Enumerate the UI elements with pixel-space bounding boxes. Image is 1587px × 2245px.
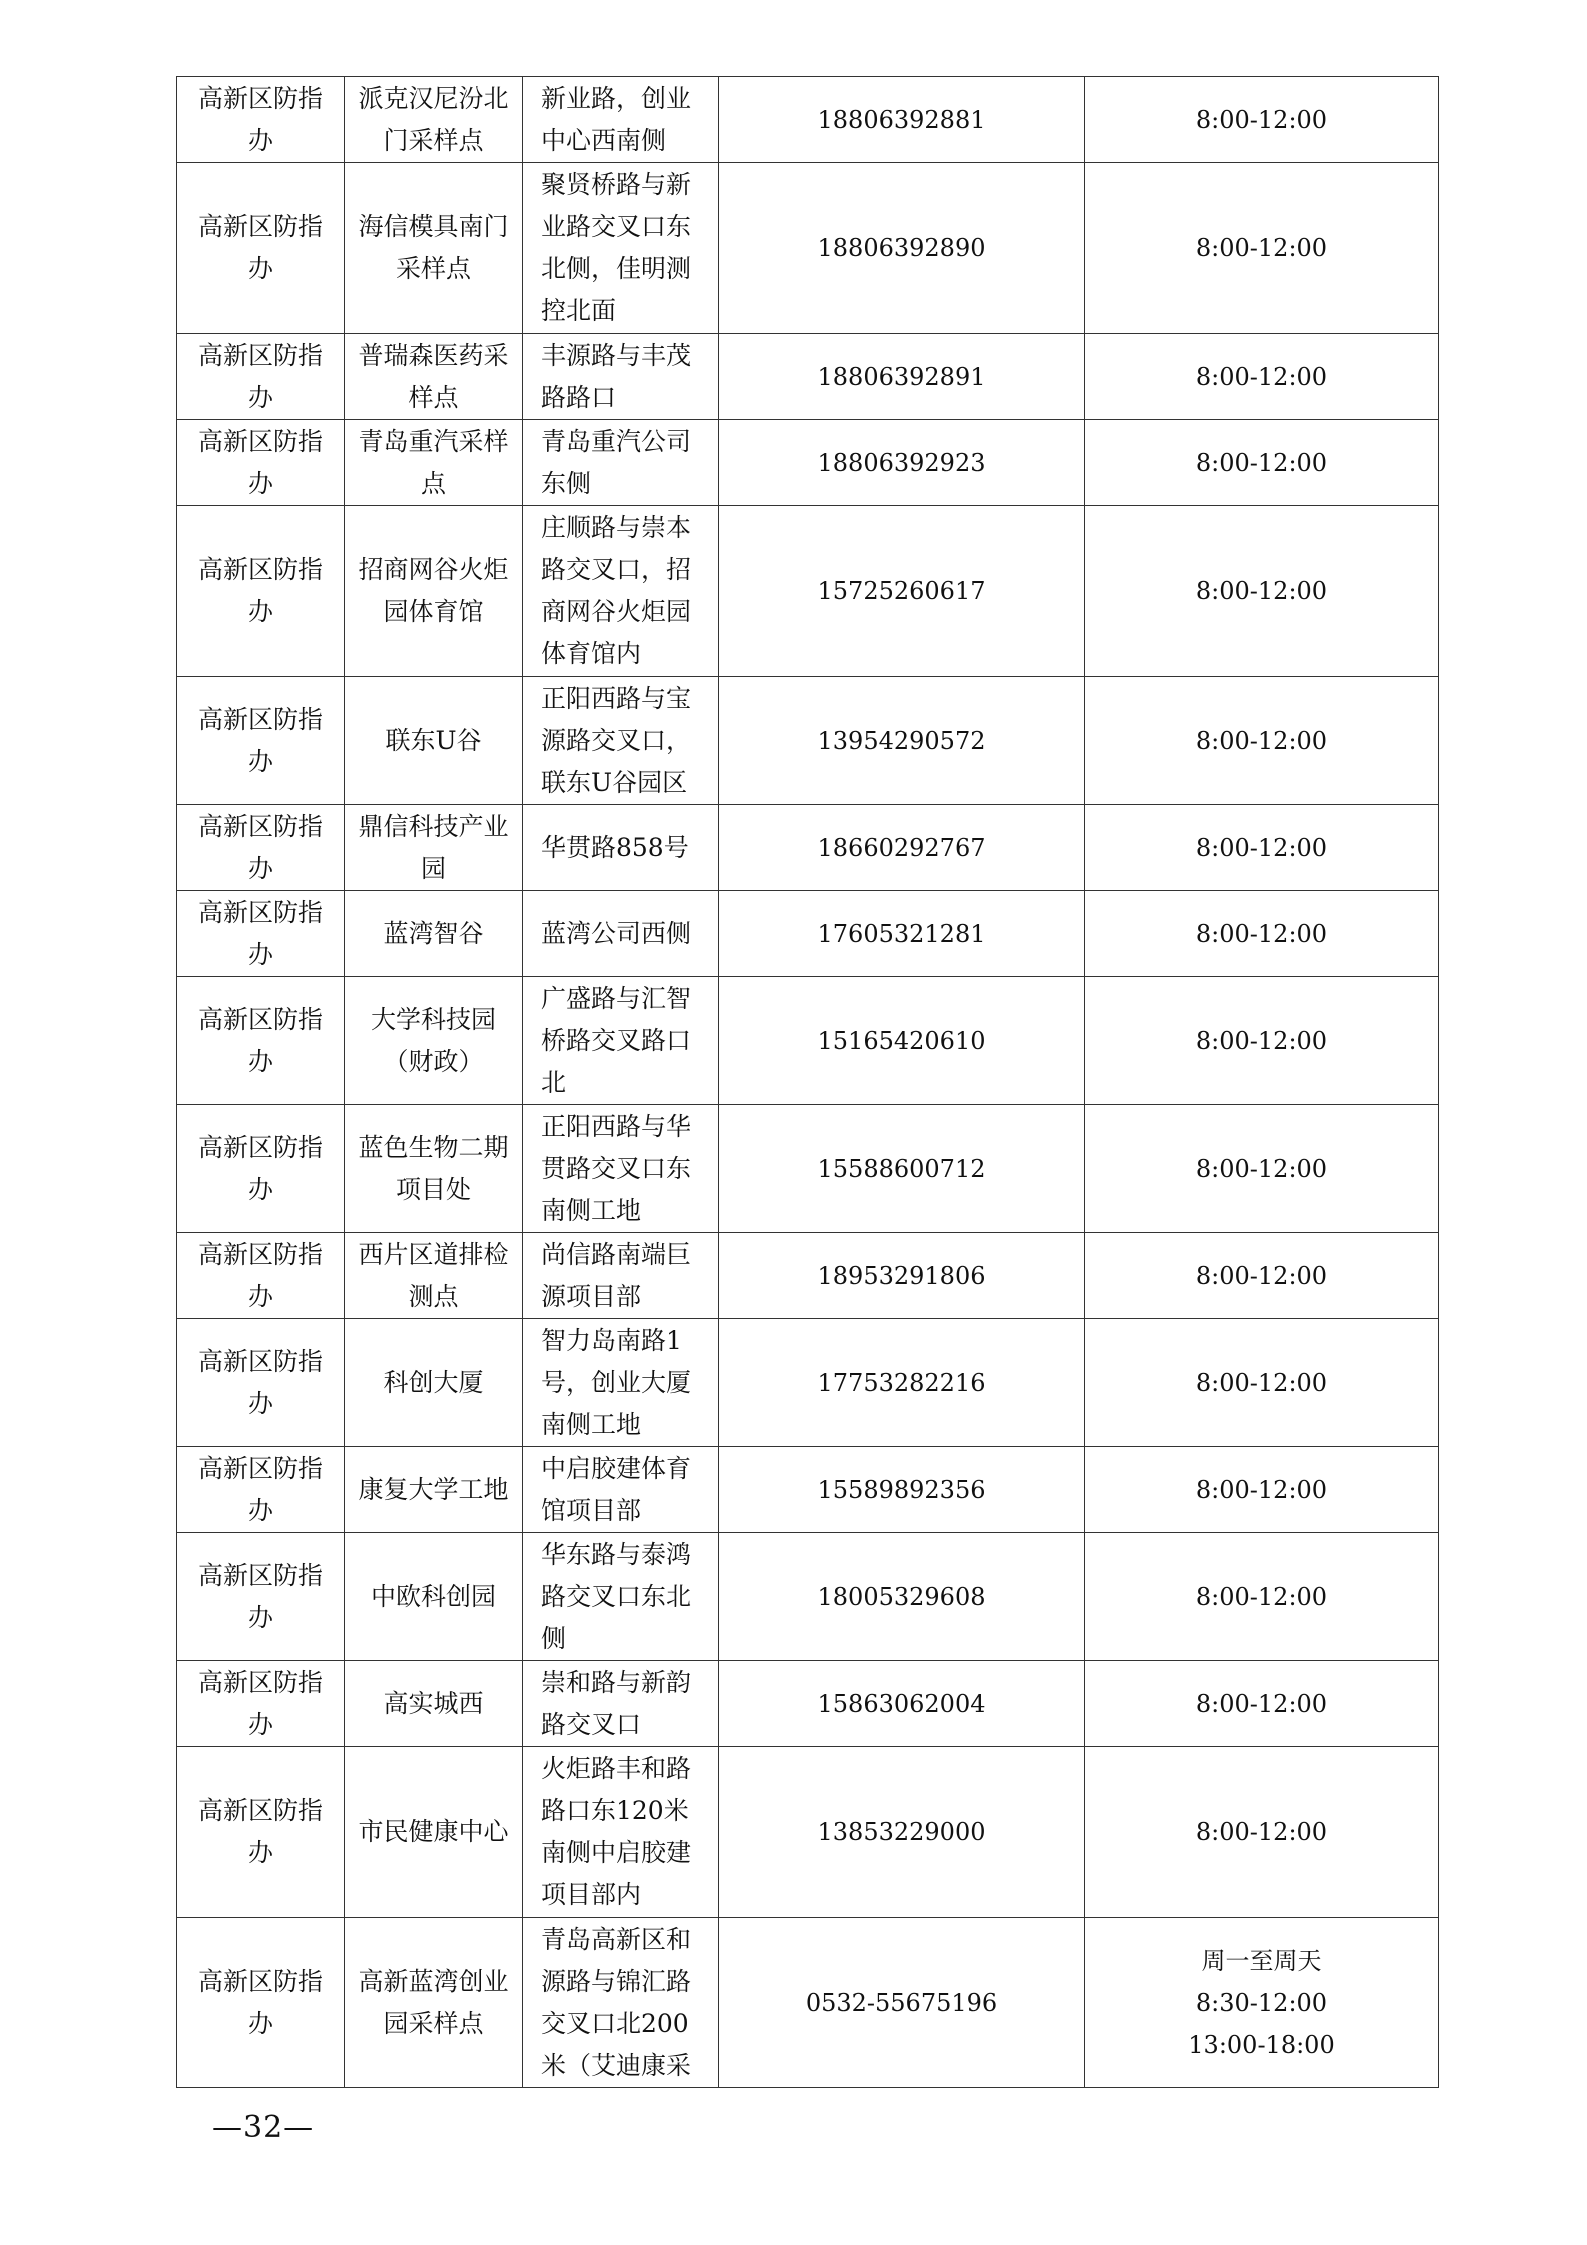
phone-cell: 18806392881 (719, 77, 1085, 163)
hours-cell: 8:00-12:00 (1085, 1661, 1439, 1747)
phone-cell: 17753282216 (719, 1319, 1085, 1447)
hours-cell: 8:00-12:00 (1085, 1233, 1439, 1319)
agency-cell: 高新区防指办 (177, 1533, 345, 1661)
agency-cell: 高新区防指办 (177, 1747, 345, 1918)
agency-cell: 高新区防指办 (177, 420, 345, 506)
hours-cell: 8:00-12:00 (1085, 977, 1439, 1105)
address-cell: 蓝湾公司西侧 (523, 891, 719, 977)
site-name-cell: 联东U谷 (345, 677, 523, 805)
table-row (177, 1447, 1439, 1533)
agency-cell: 高新区防指办 (177, 677, 345, 805)
hours-cell: 周一至周天 8:30-12:00 13:00-18:00 (1085, 1918, 1439, 2088)
address-cell: 火炬路丰和路路口东120米南侧中启胶建项目部内 (523, 1747, 719, 1918)
site-name-cell: 青岛重汽采样点 (345, 420, 523, 506)
agency-cell: 高新区防指办 (177, 1233, 345, 1319)
agency-cell: 高新区防指办 (177, 1447, 345, 1533)
table-row (177, 891, 1439, 977)
hours-cell: 8:00-12:00 (1085, 420, 1439, 506)
agency-cell: 高新区防指办 (177, 1918, 345, 2088)
site-name-cell: 普瑞森医药采样点 (345, 334, 523, 420)
site-name-cell: 蓝色生物二期项目处 (345, 1105, 523, 1233)
phone-cell: 18660292767 (719, 805, 1085, 891)
table-body (177, 77, 1439, 2088)
site-name-cell: 西片区道排检测点 (345, 1233, 523, 1319)
address-cell: 新业路，创业中心西南侧 (523, 77, 719, 163)
site-name-cell: 高新蓝湾创业园采样点 (345, 1918, 523, 2088)
agency-cell: 高新区防指办 (177, 1661, 345, 1747)
table-row (177, 1918, 1439, 2088)
table-row (177, 334, 1439, 420)
hours-cell: 8:00-12:00 (1085, 77, 1439, 163)
hours-cell: 8:00-12:00 (1085, 1533, 1439, 1661)
phone-cell: 15863062004 (719, 1661, 1085, 1747)
table-row (177, 77, 1439, 163)
phone-cell: 18005329608 (719, 1533, 1085, 1661)
hours-cell: 8:00-12:00 (1085, 1319, 1439, 1447)
table-row (177, 1533, 1439, 1661)
table-row (177, 1233, 1439, 1319)
agency-cell: 高新区防指办 (177, 1319, 345, 1447)
site-name-cell: 鼎信科技产业园 (345, 805, 523, 891)
agency-cell: 高新区防指办 (177, 163, 345, 334)
hours-cell: 8:00-12:00 (1085, 1747, 1439, 1918)
table-row (177, 677, 1439, 805)
site-name-cell: 中欧科创园 (345, 1533, 523, 1661)
address-cell: 广盛路与汇智桥路交叉路口北 (523, 977, 719, 1105)
agency-cell: 高新区防指办 (177, 977, 345, 1105)
table-row (177, 805, 1439, 891)
phone-cell: 17605321281 (719, 891, 1085, 977)
hours-cell: 8:00-12:00 (1085, 1105, 1439, 1233)
agency-cell: 高新区防指办 (177, 77, 345, 163)
address-cell: 华东路与泰鸿路交叉口东北侧 (523, 1533, 719, 1661)
site-name-cell: 派克汉尼汾北门采样点 (345, 77, 523, 163)
hours-cell: 8:00-12:00 (1085, 334, 1439, 420)
agency-cell: 高新区防指办 (177, 506, 345, 677)
phone-cell: 15725260617 (719, 506, 1085, 677)
address-cell: 聚贤桥路与新业路交叉口东北侧，佳明测控北面 (523, 163, 719, 334)
site-name-cell: 康复大学工地 (345, 1447, 523, 1533)
site-name-cell: 高实城西 (345, 1661, 523, 1747)
hours-cell: 8:00-12:00 (1085, 805, 1439, 891)
site-name-cell: 科创大厦 (345, 1319, 523, 1447)
hours-cell: 8:00-12:00 (1085, 891, 1439, 977)
phone-cell: 15589892356 (719, 1447, 1085, 1533)
address-cell: 丰源路与丰茂路路口 (523, 334, 719, 420)
table-row (177, 420, 1439, 506)
address-cell: 智力岛南路1号，创业大厦南侧工地 (523, 1319, 719, 1447)
table-row (177, 1319, 1439, 1447)
phone-cell: 18806392890 (719, 163, 1085, 334)
table-row (177, 506, 1439, 677)
phone-cell: 18806392923 (719, 420, 1085, 506)
phone-cell: 13853229000 (719, 1747, 1085, 1918)
hours-cell: 8:00-12:00 (1085, 506, 1439, 677)
table-row (177, 977, 1439, 1105)
agency-cell: 高新区防指办 (177, 805, 345, 891)
site-name-cell: 海信模具南门采样点 (345, 163, 523, 334)
site-name-cell: 招商网谷火炬园体育馆 (345, 506, 523, 677)
address-cell: 中启胶建体育馆项目部 (523, 1447, 719, 1533)
agency-cell: 高新区防指办 (177, 1105, 345, 1233)
address-cell: 青岛重汽公司东侧 (523, 420, 719, 506)
sampling-sites-table (176, 76, 1439, 2088)
table-row (177, 1747, 1439, 1918)
phone-cell: 15588600712 (719, 1105, 1085, 1233)
address-cell: 正阳西路与华贯路交叉口东南侧工地 (523, 1105, 719, 1233)
site-name-cell: 市民健康中心 (345, 1747, 523, 1918)
address-cell: 正阳西路与宝源路交叉口，联东U谷园区 (523, 677, 719, 805)
table-row (177, 1661, 1439, 1747)
phone-cell: 13954290572 (719, 677, 1085, 805)
agency-cell: 高新区防指办 (177, 891, 345, 977)
address-cell: 崇和路与新韵路交叉口 (523, 1661, 719, 1747)
site-name-cell: 蓝湾智谷 (345, 891, 523, 977)
hours-cell: 8:00-12:00 (1085, 677, 1439, 805)
site-name-cell: 大学科技园（财政） (345, 977, 523, 1105)
address-cell: 庄顺路与崇本路交叉口，招商网谷火炬园体育馆内 (523, 506, 719, 677)
agency-cell: 高新区防指办 (177, 334, 345, 420)
page-number: —32— (212, 2110, 315, 2145)
hours-cell: 8:00-12:00 (1085, 1447, 1439, 1533)
hours-cell: 8:00-12:00 (1085, 163, 1439, 334)
table-row (177, 1105, 1439, 1233)
phone-cell: 18953291806 (719, 1233, 1085, 1319)
address-cell: 尚信路南端巨源项目部 (523, 1233, 719, 1319)
table-row (177, 163, 1439, 334)
phone-cell: 15165420610 (719, 977, 1085, 1105)
address-cell: 青岛高新区和源路与锦汇路交叉口北200米（艾迪康采 (523, 1918, 719, 2088)
address-cell: 华贯路858号 (523, 805, 719, 891)
phone-cell: 18806392891 (719, 334, 1085, 420)
phone-cell: 0532-55675196 (719, 1918, 1085, 2088)
